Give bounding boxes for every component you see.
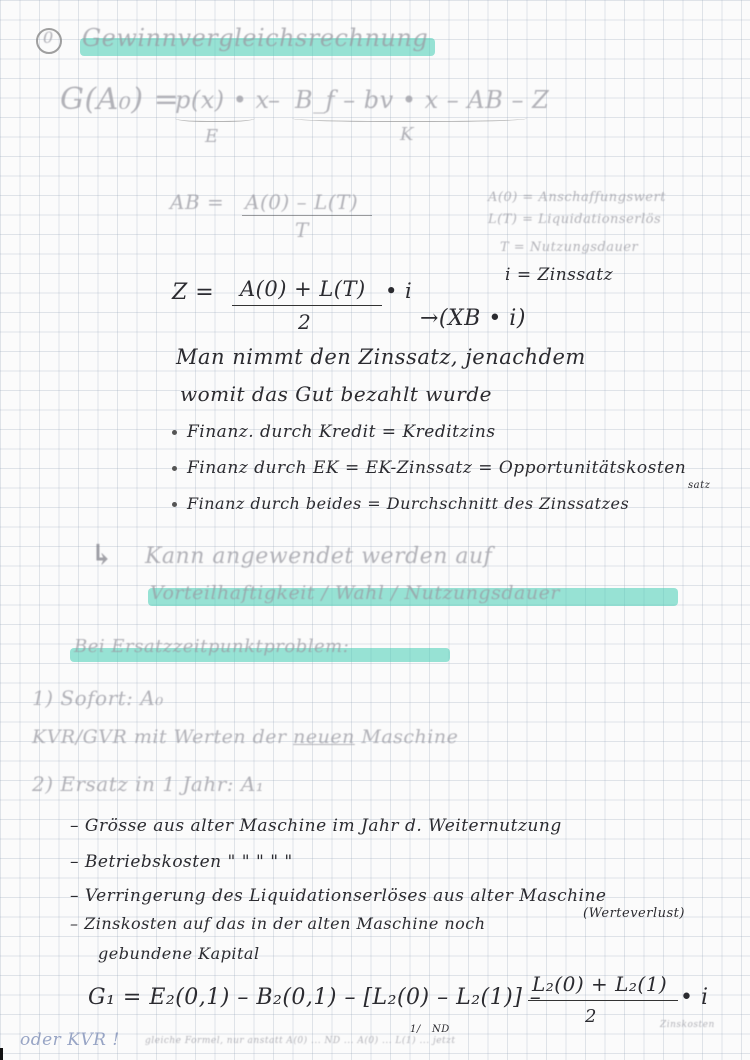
- z-fraction-line: [232, 305, 382, 306]
- formula-revenue-term: p(x) • x: [175, 86, 270, 114]
- bullet-dot: [172, 502, 177, 507]
- g1-sub-one: 1/: [410, 1024, 421, 1035]
- formula-minus: –: [268, 86, 281, 114]
- z-times-i: • i: [385, 279, 413, 303]
- z-arrow-note: →(XB • i): [420, 306, 526, 331]
- ab-numerator: A(0) – L(T): [245, 190, 359, 214]
- z-denominator: 2: [298, 310, 312, 334]
- dash-item: – Betriebskosten " " " " ": [70, 852, 293, 872]
- ersatz-title: Bei Ersatzzeitpunktproblem:: [74, 636, 350, 657]
- bullet-item: [172, 458, 686, 478]
- g1-zinskosten-note: Zinskosten: [660, 1020, 715, 1030]
- legend-lt: L(T) = Liquidationserlös: [488, 212, 662, 227]
- bullet-text: Finanz durch EK = EK-Zinssatz = Opportunitätskosten: [187, 458, 687, 478]
- cost-label: K: [400, 124, 414, 145]
- dash-item-continued: gebundene Kapital: [98, 944, 260, 963]
- desc-part-c: Maschine: [354, 726, 459, 748]
- page-edge-mark: [0, 1048, 3, 1060]
- ersatz-item-1: 1) Sofort: A₀: [32, 686, 164, 710]
- desc-part-new: neuen: [293, 726, 355, 748]
- dash-item: – Grösse aus alter Maschine im Jahr d. Weiternutzung: [70, 816, 562, 836]
- ab-denominator: T: [295, 218, 309, 242]
- ab-fraction-line: [242, 215, 372, 216]
- bullet-item: [172, 422, 496, 442]
- g1-fraction-denominator: 2: [585, 1006, 597, 1027]
- ab-lhs: AB =: [170, 190, 225, 214]
- desc-part-a: KVR/GVR mit Werten der: [32, 726, 294, 748]
- z-numerator: A(0) + L(T): [240, 277, 366, 301]
- g1-fraction-line: [528, 1000, 678, 1001]
- bullet-text: Finanz durch beides = Durchschnitt des Zinssatzes: [187, 494, 630, 513]
- footer-oder-kvr: oder KVR !: [20, 1030, 120, 1050]
- dash-item: – Verringerung des Liquidationserlöses aus alter Maschine: [70, 886, 607, 906]
- ersatz-item-2: 2) Ersatz in 1 Jahr: A₁: [32, 772, 265, 796]
- legend-a0: A(0) = Anschaffungswert: [488, 190, 666, 205]
- g1-formula-lhs: G₁ = E₂(0,1) – B₂(0,1) – [L₂(0) – L₂(1)] –: [88, 985, 542, 1010]
- cost-brace: [292, 113, 527, 122]
- bullet-text: Finanz. durch Kredit = Kreditzins: [187, 422, 496, 442]
- revenue-label: E: [205, 126, 219, 147]
- g1-tail: • i: [680, 985, 709, 1010]
- bullet-dot: [172, 430, 177, 435]
- werteverlust-note: (Werteverlust): [583, 906, 685, 921]
- legend-i: i = Zinssatz: [505, 265, 614, 285]
- g1-sub-nd: ND: [432, 1024, 450, 1035]
- z-lhs: Z =: [172, 280, 215, 305]
- heading-number: 0: [43, 28, 54, 47]
- application-line-2: Vorteilhaftigkeit / Wahl / Nutzungsdauer: [150, 582, 560, 604]
- heading-title: Gewinnvergleichsrechnung: [82, 24, 429, 52]
- ersatz-item-1-desc: [32, 726, 458, 748]
- formula-lhs: G(A₀) =: [60, 82, 180, 117]
- bullet-dot: [172, 466, 177, 471]
- legend-t: T = Nutzungsdauer: [500, 240, 639, 255]
- explanation-line-2: womit das Gut bezahlt wurde: [180, 382, 492, 406]
- explanation-line-1: Man nimmt den Zinssatz, jenachdem: [176, 345, 586, 369]
- opportunity-satz: satz: [688, 480, 711, 491]
- footer-note: gleiche Formel, nur anstatt A(0) ... ND ... A(0) ... L(1) ... jetzt: [145, 1036, 456, 1046]
- bullet-item: [172, 494, 629, 513]
- formula-cost-terms: B_f – bv • x – AB – Z: [295, 86, 550, 114]
- revenue-brace: [175, 113, 255, 122]
- dash-item: – Zinskosten auf das in der alten Maschine noch: [70, 914, 486, 933]
- application-line-1: Kann angewendet werden auf: [145, 544, 493, 569]
- application-arrow-icon: ↳: [90, 538, 114, 571]
- g1-fraction-numerator: L₂(0) + L₂(1): [532, 972, 668, 996]
